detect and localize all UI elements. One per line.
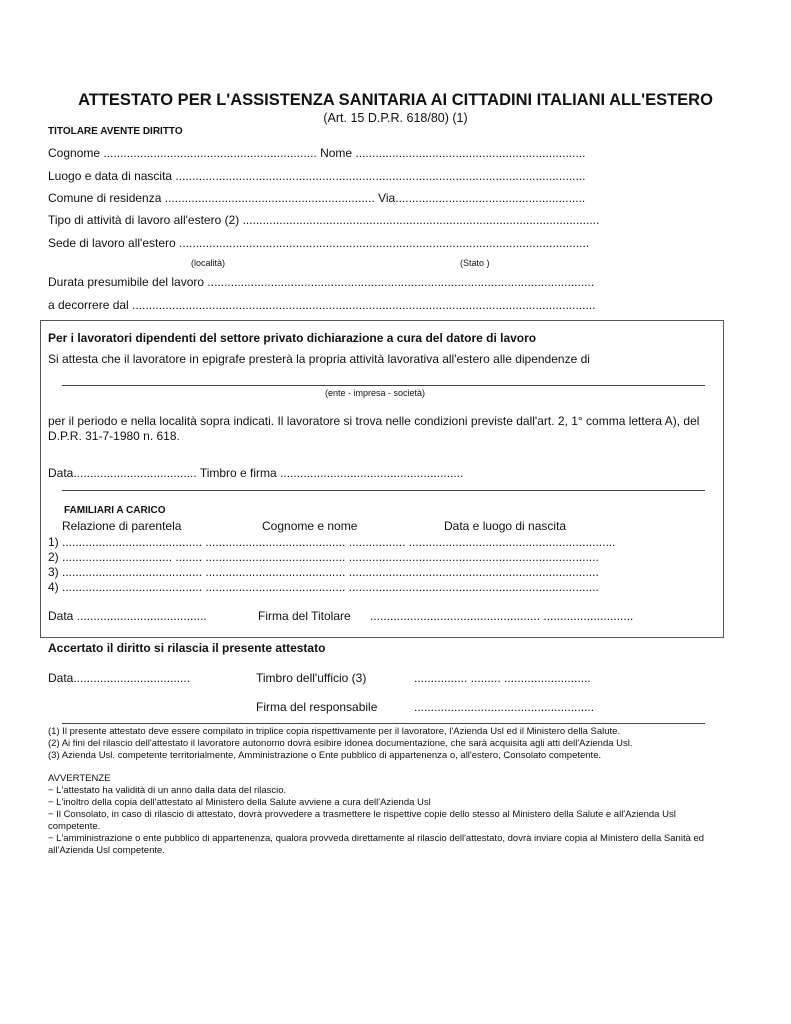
office-firma-label: Firma del responsabile [256, 700, 378, 714]
footnote: (1) Il presente attestato deve essere compilato in triplice copia rispettivamente per il lavoratore, l'Azienda Usl ed il Ministero della Salute. [48, 726, 621, 737]
employer-attesta-text: Si attesta che il lavoratore in epigrafe presterà la propria attività lavorativa all'estero alle dipendenze di [48, 352, 590, 366]
family-row[interactable]: 1) .......................................... .......................................... ................. .............................................................. [48, 535, 616, 549]
caption-stato: (Stato ) [460, 258, 490, 268]
field-comune-via[interactable]: Comune di residenza ............................................................... Via......................................................... [48, 191, 586, 205]
notes-divider [62, 723, 705, 724]
office-timbro-label: Timbro dell'ufficio (3) [256, 671, 367, 685]
family-col-relazione: Relazione di parentela [62, 519, 182, 533]
footnote: (3) Azienda Usl. competente territorialmente, Amministrazione o Ente pubblico di appartenenza o, all'estero, Consolato competente. [48, 750, 602, 761]
family-row[interactable]: 3) .......................................... .......................................... ........................................................................... [48, 565, 599, 579]
field-decorrere[interactable]: a decorrere dal ........................................................................................................................................... [48, 298, 596, 312]
office-timbro-field[interactable]: ................ ......... .......................... [414, 671, 591, 685]
caption-ente: (ente - impresa - società) [325, 388, 426, 398]
family-firma-field[interactable]: ................................................... ........................... [370, 609, 634, 623]
section-heading-holder: TITOLARE AVENTE DIRITTO [48, 126, 183, 137]
page-subtitle: (Art. 15 D.P.R. 618/80) (1) [323, 111, 468, 125]
field-tipo-attivita[interactable]: Tipo di attività di lavoro all'estero (2) ........................................................................................................... [48, 213, 600, 227]
warning-item: − L'attestato ha validità di un anno dalla data del rilascio. [48, 785, 287, 796]
field-sede-lavoro[interactable]: Sede di lavoro all'estero ........................................................................................................................... [48, 236, 590, 250]
family-row[interactable]: 4) .......................................... .......................................... ........................................................................... [48, 580, 599, 594]
divider-line [62, 490, 705, 491]
employer-ente-line[interactable] [62, 385, 705, 386]
warning-item: − L'amministrazione o ente pubblico di appartenenza, qualora provveda direttamente al rilascio dell'attestato, dovrà inviare copia al Ministero della Sanità ed all'Azienda Usl competente. [48, 833, 705, 856]
field-luogo-data-nascita[interactable]: Luogo e data di nascita ........................................................................................................................... [48, 169, 586, 183]
office-heading: Accertato il diritto si rilascia il presente attestato [48, 641, 326, 655]
footnote: (2) Ai fini del rilascio dell'attestato il lavoratore autonomo dovrà esibire idonea documentazione, che sarà acquisita agli atti dell'Azienda Usl. [48, 738, 633, 749]
family-firma-label: Firma del Titolare [258, 609, 351, 623]
office-firma-field[interactable]: ...................................................... [414, 700, 595, 714]
field-cognome-nome[interactable]: Cognome ................................................................ Nome ..................................................................... [48, 146, 586, 160]
family-row[interactable]: 2) ................................. ........ .......................................... ........................................................................... [48, 550, 599, 564]
field-durata[interactable]: Durata presumibile del lavoro .................................................................................................................... [48, 275, 595, 289]
family-heading: FAMILIARI A CARICO [64, 505, 166, 516]
warning-item: − L'inoltro della copia dell'attestato al Ministero della Salute avviene a cura dell'Azienda Usl [48, 797, 431, 808]
employer-periodo-text: per il periodo e nella località sopra indicati. Il lavoratore si trova nelle condizioni previste dall'art. 2, 1° comma lettera A), del D.P.R. 31-7-1980 n. 618. [48, 414, 700, 443]
family-col-data-luogo: Data e luogo di nascita [444, 519, 567, 533]
family-col-cognome: Cognome e nome [262, 519, 358, 533]
employer-heading: Per i lavoratori dipendenti del settore privato dichiarazione a cura del datore di lavoro [48, 331, 537, 345]
warning-item: − Il Consolato, in caso di rilascio di attestato, dovrà provvedere a trasmettere le rispettive copie dello stesso al Ministero della Salute e all'Azienda Usl competente. [48, 809, 676, 832]
employer-data-timbro[interactable]: Data..................................... Timbro e firma ....................................................... [48, 466, 464, 480]
warnings-heading: AVVERTENZE [48, 773, 111, 784]
page-title: ATTESTATO PER L'ASSISTENZA SANITARIA AI CITTADINI ITALIANI ALL'ESTERO [78, 91, 713, 109]
family-data-field[interactable]: Data ....................................... [48, 609, 207, 623]
office-data-field[interactable]: Data................................... [48, 671, 191, 685]
caption-localita: (località) [191, 258, 226, 268]
